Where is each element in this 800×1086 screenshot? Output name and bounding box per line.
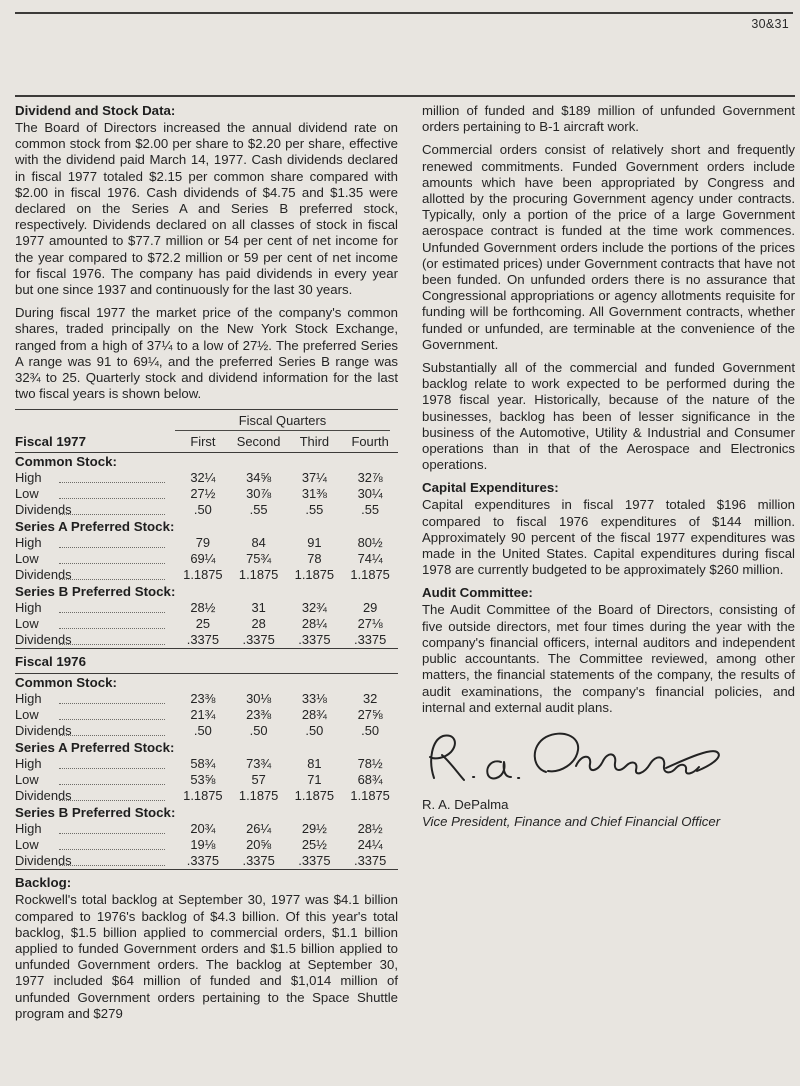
- table-section-label: Fiscal 1976: [15, 654, 86, 670]
- audit-committee-paragraph: The Audit Committee of the Board of Directors, consisting of five outside directors, met four times during the year with the company's financial officers, internal auditors and independent public accountants. The Committee reviewed, among other matters, the financial statements of the company, the results of audit examinations, the company's financial policies, and internal and external audit plans.: [422, 602, 795, 715]
- dotted-leader: [59, 498, 165, 499]
- table-column-header: Second: [236, 434, 281, 450]
- table-row: [15, 551, 398, 567]
- table-cell: .50: [249, 723, 268, 739]
- dotted-leader: [59, 735, 165, 736]
- table-cell: .3375: [186, 632, 219, 648]
- dotted-leader: [59, 703, 165, 704]
- table-cell: 27⅝: [357, 707, 383, 723]
- signatory-name: R. A. DePalma: [422, 796, 509, 812]
- table-row-label: Dividends: [15, 723, 72, 739]
- table-row-label: High: [15, 535, 42, 551]
- table-cell: .3375: [242, 853, 275, 869]
- audit-committee-heading: Audit Committee:: [422, 585, 533, 601]
- dotted-leader: [59, 800, 165, 801]
- table-group-label: Series A Preferred Stock:: [15, 740, 175, 756]
- table-cell: 21¾: [190, 707, 216, 723]
- table-row-label: High: [15, 691, 42, 707]
- table-row-label: High: [15, 821, 42, 837]
- table-row: [15, 486, 398, 502]
- table-cell: 27½: [190, 486, 216, 502]
- table-group-label: Common Stock:: [15, 675, 117, 691]
- table-cell: .50: [305, 723, 324, 739]
- dotted-leader: [59, 644, 165, 645]
- dotted-leader: [59, 514, 165, 515]
- right-column: [422, 103, 795, 830]
- table-row-label: High: [15, 756, 42, 772]
- table-cell: 31⅜: [301, 486, 327, 502]
- table-cell: .3375: [353, 853, 387, 869]
- signature-icon: [418, 726, 728, 794]
- table-row: [15, 707, 398, 723]
- table-cell: .3375: [353, 632, 387, 648]
- table-cell: 1.1875: [350, 788, 390, 804]
- table-cell: 84: [251, 535, 266, 551]
- table-cell: 28½: [357, 821, 383, 837]
- table-cell: 81: [307, 756, 322, 772]
- table-row-label: Low: [15, 486, 39, 502]
- capital-expenditures-paragraph: Capital expenditures in fiscal 1977 totaled $196 million compared to fiscal 1976 expenditures of $144 million. Approximately 90 percent of the fiscal 1977 expenditures was made in the United States. Capital expenditures during fiscal 1978 are currently budgeted to be approximately $260 million.: [422, 497, 795, 578]
- table-row: [15, 837, 398, 853]
- table-section-label: Fiscal 1977: [15, 434, 86, 450]
- table-cell: 68¾: [357, 772, 383, 788]
- table-column-header: First: [190, 434, 216, 450]
- dotted-leader: [59, 719, 165, 720]
- table-group-label: Series A Preferred Stock:: [15, 519, 175, 535]
- table-cell: 31: [251, 600, 266, 616]
- dotted-leader: [59, 849, 165, 850]
- table-row-label: Dividends: [15, 788, 72, 804]
- table-cell: 79: [195, 535, 211, 551]
- table-cell: 1.1875: [238, 788, 279, 804]
- table-cell: 34⅝: [246, 470, 272, 486]
- table-cell: 29½: [301, 821, 327, 837]
- table-cell: .55: [305, 502, 324, 518]
- table-column-header: Fourth: [351, 434, 389, 450]
- table-cell: 20¾: [190, 821, 216, 837]
- dotted-leader: [59, 612, 165, 613]
- table-cell: 20⅝: [246, 837, 272, 853]
- backlog-heading: Backlog:: [15, 875, 72, 891]
- table-header-row: [15, 431, 398, 452]
- table-group-label: Series B Preferred Stock:: [15, 805, 176, 821]
- table-cell: 19⅛: [190, 837, 216, 853]
- table-cell: 25: [195, 616, 211, 632]
- table-cell: 1.1875: [238, 567, 279, 583]
- table-row: [15, 535, 398, 551]
- table-row-label: Dividends: [15, 632, 72, 648]
- table-row-label: Low: [15, 772, 39, 788]
- table-cell: 25½: [301, 837, 327, 853]
- table-cell: 30¼: [357, 486, 383, 502]
- table-row: [15, 616, 398, 632]
- table-cell: 91: [307, 535, 322, 551]
- dotted-leader: [59, 547, 165, 548]
- table-cell: .3375: [242, 632, 275, 648]
- table-cell: 58¾: [190, 756, 216, 772]
- table-cell: 32⅞: [357, 470, 383, 486]
- top-rule: [15, 12, 793, 14]
- table-cell: 1.1875: [294, 788, 335, 804]
- table-cell: 32: [362, 691, 378, 707]
- table-cell: 28½: [190, 600, 216, 616]
- table-cell: 57: [251, 772, 266, 788]
- page-number: 30&31: [751, 17, 789, 31]
- table-cell: 23⅜: [246, 707, 272, 723]
- table-row: [15, 788, 398, 804]
- table-cell: 32¾: [301, 600, 327, 616]
- table-cell: 78: [307, 551, 322, 567]
- table-cell: 1.1875: [183, 567, 223, 583]
- table-row-label: Dividends: [15, 567, 72, 583]
- table-cell: .3375: [298, 632, 331, 648]
- table-group-label: Series B Preferred Stock:: [15, 584, 176, 600]
- table-column-header: Third: [299, 434, 330, 450]
- signature-block: [422, 726, 795, 830]
- table-row-label: Low: [15, 616, 39, 632]
- columns-top-rule: [15, 95, 795, 97]
- dotted-leader: [59, 768, 165, 769]
- dotted-leader: [59, 579, 165, 580]
- table-cell: .50: [361, 723, 380, 739]
- fiscal-quarters-label: Fiscal Quarters: [175, 410, 390, 431]
- capital-expenditures-heading: Capital Expenditures:: [422, 480, 559, 496]
- table-cell: 30⅞: [246, 486, 272, 502]
- table-row-label: Low: [15, 707, 39, 723]
- table-row: [15, 821, 398, 837]
- backlog-continuation-paragraph: million of funded and $189 million of unfunded Government orders pertaining to B-1 aircraft work.: [422, 103, 795, 135]
- table-group-label: Common Stock:: [15, 454, 117, 470]
- table-row-label: Low: [15, 837, 39, 853]
- table-row: [15, 502, 398, 518]
- table-row: [15, 691, 398, 707]
- table-row: [15, 632, 398, 648]
- table-cell: 23⅜: [190, 691, 216, 707]
- fiscal-quarters-row: [15, 410, 398, 431]
- table-cell: 33⅛: [301, 691, 327, 707]
- table-cell: 74¼: [357, 551, 383, 567]
- table-cell: 75¾: [246, 551, 272, 567]
- table-row: [15, 853, 398, 869]
- table-row-label: High: [15, 600, 42, 616]
- dotted-leader: [59, 482, 165, 483]
- table-row: [15, 600, 398, 616]
- table-cell: 27⅛: [357, 616, 383, 632]
- table-cell: 28: [251, 616, 266, 632]
- table-cell: 69¼: [190, 551, 216, 567]
- substantially-paragraph: Substantially all of the commercial and funded Government backlog relate to work expected to be performed during the 1978 fiscal year. Historically, because of the nature of the businesses, backlog has been of lesser significance in the business of the Automotive, Utility & Industrial and Consumer operations than in that of the Aerospace and Electronics operations.: [422, 360, 795, 473]
- left-column: [15, 103, 398, 1029]
- dotted-leader: [59, 784, 165, 785]
- stock-table: [15, 409, 398, 870]
- stock-table-sections: [15, 431, 398, 870]
- table-row: [15, 470, 398, 486]
- table-row: [15, 723, 398, 739]
- dividend-paragraph-2: During fiscal 1977 the market price of the company's common shares, traded principally on the New York Stock Exchange, ranged from a high of 37¼ to a low of 27½. The preferred Series A range was 91 to 69¼, and the preferred Series B range was 32¾ to 25. Quarterly stock and dividend information for the last two fiscal years is shown below.: [15, 305, 398, 402]
- commercial-orders-paragraph: Commercial orders consist of relatively short and frequently renewed commitments. Funded Government orders include amounts which have been appropriated by Congress and allotted by the procuring Government agency under contracts. Typically, only a portion of the price of a large Government aerospace contract is funded at the time work commences. Unfunded Government orders include the portions of the prices (or estimated prices) under Government contracts that have not been funded. On unfunded orders there is no assurance that Congressional appropriations or agency allotments requisite for funding will be forthcoming. All Government contracts, whether funded or unfunded, are terminable at the convenience of the Government.: [422, 142, 795, 352]
- table-cell: 30⅛: [246, 691, 272, 707]
- dotted-leader: [59, 833, 165, 834]
- table-cell: .50: [193, 723, 212, 739]
- table-cell: 26¼: [246, 821, 272, 837]
- dotted-leader: [59, 865, 165, 866]
- table-cell: .3375: [298, 853, 331, 869]
- table-row: [15, 756, 398, 772]
- table-cell: .55: [361, 502, 380, 518]
- table-cell: .3375: [186, 853, 219, 869]
- quarters-spacer: [15, 410, 175, 431]
- table-cell: 71: [307, 772, 322, 788]
- table-cell: 28¼: [301, 616, 327, 632]
- table-cell: .50: [193, 502, 212, 518]
- table-cell: 80½: [357, 535, 383, 551]
- backlog-paragraph: Rockwell's total backlog at September 30, 1977 was $4.1 billion compared to 1976's backlog of $4.3 billion. Of this year's total backlog, $1.5 billion applied to commercial orders, $1.1 billion applied to funded Government orders and $1.5 billion applied to unfunded Government orders. The backlog at September 30, 1977 included $64 million of funded and $1,014 million of unfunded Government orders pertaining to the Space Shuttle program and $279: [15, 892, 398, 1021]
- table-row-label: Low: [15, 551, 39, 567]
- table-row-label: Dividends: [15, 853, 72, 869]
- dotted-leader: [59, 563, 165, 564]
- table-cell: .55: [249, 502, 268, 518]
- table-cell: 1.1875: [294, 567, 335, 583]
- table-row: [15, 567, 398, 583]
- table-cell: 29: [362, 600, 378, 616]
- dividend-heading: Dividend and Stock Data:: [15, 103, 176, 118]
- table-cell: 1.1875: [183, 788, 223, 804]
- table-cell: 24¼: [357, 837, 383, 853]
- table-cell: 78½: [357, 756, 383, 772]
- table-row-label: Dividends: [15, 502, 72, 518]
- dividend-paragraph-1: The Board of Directors increased the annual dividend rate on common stock from $2.00 per share to $2.20 per share, effective with the dividend paid March 14, 1977. Cash dividends declared in fiscal 1977 totaled $2.15 per common share compared with $2.00 in fiscal 1976. Cash dividends of $4.75 and $1.35 were declared on the Series A and Series B preferred stock, respectively. Dividends declared on all classes of stock in fiscal 1977 amounted to $77.7 million or 54 per cent of net income for the year compared to $72.2 million or 59 per cent of net income for fiscal 1976. The company has paid dividends in every year but one since 1937 and continuously for the last 30 years.: [15, 120, 398, 298]
- table-row: [15, 772, 398, 788]
- table-cell: 53⅝: [190, 772, 216, 788]
- table-cell: 37¼: [301, 470, 327, 486]
- table-cell: 73¾: [246, 756, 272, 772]
- table-cell: 1.1875: [350, 567, 390, 583]
- table-row-label: High: [15, 470, 42, 486]
- table-cell: 28¾: [301, 707, 327, 723]
- signatory-title: Vice President, Finance and Chief Financial Officer: [422, 813, 721, 829]
- table-cell: 32¼: [190, 470, 216, 486]
- dotted-leader: [59, 628, 165, 629]
